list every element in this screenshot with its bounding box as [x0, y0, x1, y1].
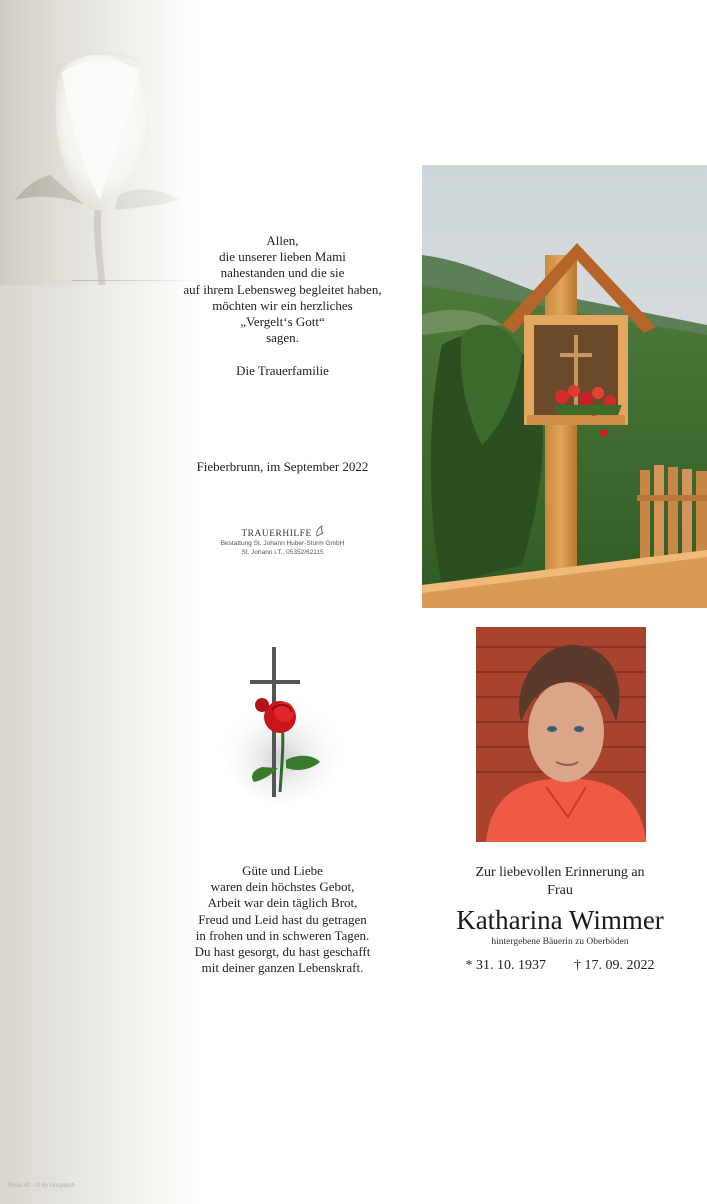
- poem-line: Du hast gesorgt, du hast geschafft: [194, 944, 371, 960]
- wayside-shrine-drawing: [422, 165, 707, 608]
- place-date: Fieberbrunn, im September 2022: [196, 459, 369, 474]
- thanks-line: die unserer lieben Mami: [219, 249, 346, 265]
- wayside-shrine-photo: [422, 165, 707, 608]
- poem-line: in frohen und in schweren Tagen.: [195, 927, 370, 943]
- cross-with-rose-icon: [212, 642, 342, 812]
- thanks-line: „Vergelt‘s Gott“: [240, 314, 325, 330]
- deceased-role: hintergebene Bäuerin zu Oberböden: [491, 937, 629, 947]
- image-credit: Rose 40 · © by Unsplash: [8, 1183, 75, 1189]
- death-date: † 17. 09. 2022: [574, 958, 655, 973]
- thanks-line: Allen,: [266, 233, 299, 248]
- memorial-intro: Zur liebevollen Erinnerung an: [475, 865, 645, 880]
- funeral-home-company: Bestattung St. Johann Huber-Sturm GmbH: [220, 540, 345, 547]
- thanks-line: [170, 346, 395, 362]
- thanks-line: möchten wir ein herzliches: [212, 297, 353, 313]
- portrait-photo: [476, 627, 646, 842]
- thanks-line: sagen.: [266, 330, 299, 346]
- poem-line: Freud und Leid hast du getragen: [198, 911, 367, 927]
- memorial-block: [440, 864, 680, 974]
- poem-line: Arbeit war dein täglich Brot,: [207, 895, 358, 911]
- thanks-line: auf ihrem Lebensweg begleitet haben,: [183, 281, 382, 297]
- life-dates: [440, 958, 680, 974]
- birth-date: * 31. 10. 1937: [465, 958, 546, 973]
- funeral-home-logo: [200, 525, 365, 557]
- thanks-text: [170, 233, 395, 379]
- memorial-salutation: Frau: [547, 883, 573, 898]
- wooden-fence: [637, 465, 707, 560]
- thanks-line: nahestanden und die sie: [220, 265, 345, 281]
- poem-text: [170, 863, 395, 976]
- poem-line: Güte und Liebe: [242, 863, 323, 878]
- funeral-home-brand-text: TRAUERHILFE: [241, 529, 312, 539]
- poem-line: mit deiner ganzen Lebenskraft.: [201, 960, 364, 976]
- poem-line: waren dein höchstes Gebot,: [210, 879, 355, 895]
- cross-rose-drawing: [212, 642, 342, 812]
- dove-icon: [315, 525, 324, 537]
- funeral-home-brand: [200, 525, 365, 539]
- deceased-name: Katharina Wimmer: [456, 905, 664, 935]
- portrait-drawing: [476, 627, 646, 842]
- thanks-signature: Die Trauerfamilie: [236, 362, 329, 378]
- funeral-home-contact: St. Johann i.T., 05352/62115: [241, 549, 324, 556]
